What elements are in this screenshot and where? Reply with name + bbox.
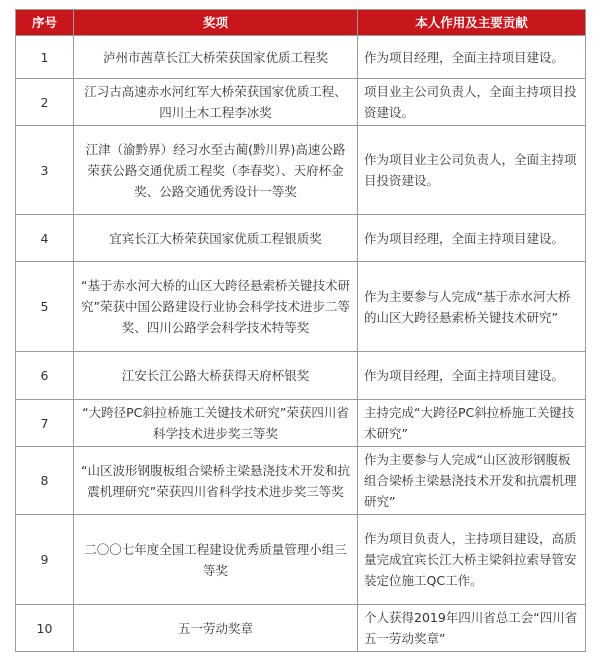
row-number: 9 <box>16 515 74 605</box>
table-row <box>16 79 586 126</box>
row-award: 泸州市茜草长江大桥荣获国家优质工程奖 <box>74 36 358 79</box>
row-number: 2 <box>16 79 74 126</box>
row-award: 宜宾长江大桥荣获国家优质工程银质奖 <box>74 215 358 262</box>
table-row <box>16 605 586 652</box>
row-role: 作为项目经理，全面主持项目建设。 <box>358 215 586 262</box>
row-role: 作为项目负责人，主持项目建设，高质量完成宜宾长江大桥主梁斜拉索导管安装定位施工QC工作。 <box>358 515 586 605</box>
table-row <box>16 126 586 215</box>
row-role: 作为项目经理，全面主持项目建设。 <box>358 36 586 79</box>
row-number: 1 <box>16 36 74 79</box>
row-number: 6 <box>16 352 74 400</box>
row-number: 7 <box>16 400 74 447</box>
table-row <box>16 215 586 262</box>
header-number: 序号 <box>16 10 74 36</box>
row-number: 8 <box>16 447 74 515</box>
table-row <box>16 262 586 352</box>
header-award: 奖项 <box>74 10 358 36</box>
table-row <box>16 352 586 400</box>
row-role: 个人获得2019年四川省总工会“四川省五一劳动奖章” <box>358 605 586 652</box>
row-award: “基于赤水河大桥的山区大跨径悬索桥关键技术研究”荣获中国公路建设行业协会科学技术进步二等奖、四川公路学会科学技术特等奖 <box>74 262 358 352</box>
table-row <box>16 447 586 515</box>
row-award: “山区波形钢腹板组合梁桥主梁悬浇技术开发和抗震机理研究”荣获四川省科学技术进步奖三等奖 <box>74 447 358 515</box>
table-row <box>16 515 586 605</box>
row-award: “大跨径PC斜拉桥施工关键技术研究”荣获四川省科学技术进步奖三等奖 <box>74 400 358 447</box>
row-number: 5 <box>16 262 74 352</box>
table-row <box>16 36 586 79</box>
row-award: 江习古高速赤水河红军大桥荣获国家优质工程、四川土木工程李冰奖 <box>74 79 358 126</box>
row-number: 10 <box>16 605 74 652</box>
awards-table <box>15 9 586 652</box>
row-number: 4 <box>16 215 74 262</box>
row-award: 江津（渝黔界）经习水至古蔺(黔川界)高速公路荣获公路交通优质工程奖（李春奖）、天府杯金奖、公路交通优秀设计一等奖 <box>74 126 358 215</box>
row-number: 3 <box>16 126 74 215</box>
row-award: 二〇〇七年度全国工程建设优秀质量管理小组三等奖 <box>74 515 358 605</box>
header-role: 本人作用及主要贡献 <box>358 10 586 36</box>
row-role: 项目业主公司负责人，全面主持项目投资建设。 <box>358 79 586 126</box>
table-header-row <box>16 10 586 36</box>
table-row <box>16 400 586 447</box>
row-role: 作为主要参与人完成“山区波形钢腹板组合梁桥主梁悬浇技术开发和抗震机理研究” <box>358 447 586 515</box>
row-award: 江安长江公路大桥获得天府杯银奖 <box>74 352 358 400</box>
row-award: 五一劳动奖章 <box>74 605 358 652</box>
row-role: 主持完成“大跨径PC斜拉桥施工关键技术研究” <box>358 400 586 447</box>
row-role: 作为主要参与人完成“基于赤水河大桥的山区大跨径悬索桥关键技术研究” <box>358 262 586 352</box>
row-role: 作为项目经理，全面主持项目建设。 <box>358 352 586 400</box>
table-body <box>16 36 586 652</box>
row-role: 作为项目业主公司负责人，全面主持项目投资建设。 <box>358 126 586 215</box>
